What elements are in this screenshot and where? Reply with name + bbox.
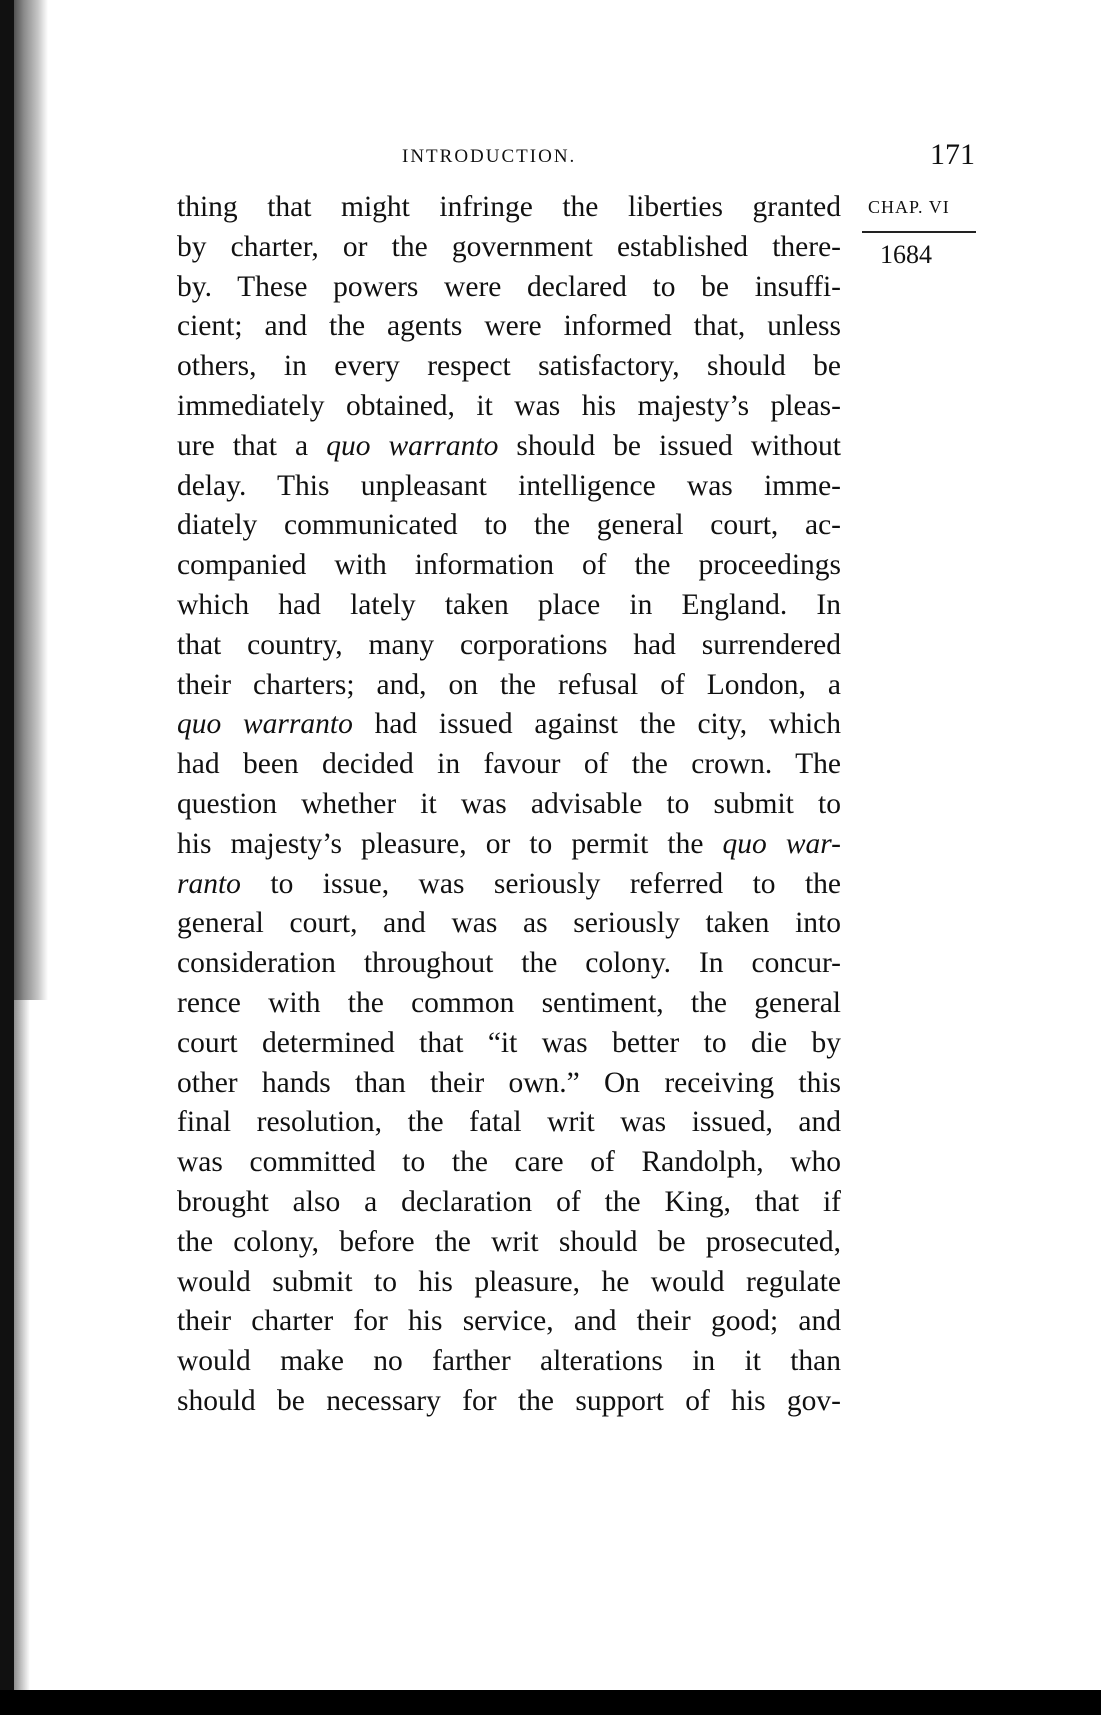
text-segment: thing that might infringe the liberties granted	[177, 191, 841, 223]
text-line	[177, 1263, 841, 1303]
text-segment: general court, and was as seriously taken into	[177, 907, 841, 940]
margin-note-divider	[862, 231, 976, 233]
text-line	[177, 1183, 841, 1223]
italic-phrase: ranto	[177, 867, 241, 900]
text-segment: rence with the common sentiment, the general	[177, 986, 841, 1019]
text-segment: diately communicated to the general court, ac-	[177, 509, 841, 542]
italic-phrase: quo warranto	[326, 429, 499, 462]
text-line	[177, 626, 841, 666]
text-segment: by charter, or the government established there-	[177, 230, 841, 263]
italic-phrase: quo warranto	[177, 708, 353, 741]
text-line	[177, 865, 841, 905]
text-line	[177, 467, 841, 507]
text-segment: his majesty’s pleasure, or to permit the	[177, 827, 723, 860]
text-line	[177, 825, 841, 865]
text-line	[177, 188, 841, 228]
text-line	[177, 1302, 841, 1342]
text-segment: their charter for his service, and their good; and	[177, 1305, 841, 1338]
text-segment: final resolution, the fatal writ was issued, and	[177, 1106, 841, 1139]
text-line	[177, 586, 841, 626]
text-segment: question whether it was advisable to submit to	[177, 787, 841, 820]
text-segment: by. These powers were declared to be insuffi-	[177, 270, 841, 303]
text-segment: others, in every respect satisfactory, should be	[177, 350, 841, 383]
text-line	[177, 506, 841, 546]
text-line	[177, 666, 841, 706]
text-line	[177, 1342, 841, 1382]
text-line	[177, 944, 841, 984]
book-gutter-shadow	[14, 0, 48, 1000]
text-line	[177, 705, 841, 745]
scan-bottom-edge	[0, 1690, 1101, 1715]
italic-phrase: quo war-	[722, 827, 842, 860]
text-line	[177, 984, 841, 1024]
running-title: INTRODUCTION.	[402, 146, 577, 167]
text-line	[177, 228, 841, 268]
text-line	[177, 904, 841, 944]
text-segment: that country, many corporations had surrendered	[177, 628, 841, 661]
text-segment: would submit to his pleasure, he would regulate	[177, 1265, 841, 1298]
text-line	[177, 546, 841, 586]
text-segment: companied with information of the proceedings	[177, 549, 841, 582]
margin-year-note: 1684	[880, 240, 932, 269]
text-segment: should be necessary for the support of his gov-	[177, 1384, 841, 1417]
text-segment: had issued against the city, which	[352, 708, 841, 741]
book-spine-shadow	[0, 0, 14, 1700]
text-segment: their charters; and, on the refusal of London, a	[177, 668, 841, 701]
text-segment: the colony, before the writ should be prosecuted,	[177, 1225, 841, 1258]
text-segment: was committed to the care of Randolph, who	[177, 1146, 841, 1179]
text-line	[177, 1103, 841, 1143]
text-line	[177, 1024, 841, 1064]
text-segment: cient; and the agents were informed that, unless	[177, 310, 841, 343]
text-line	[177, 387, 841, 427]
text-segment: other hands than their own.” On receiving this	[177, 1066, 841, 1099]
text-line	[177, 1143, 841, 1183]
text-segment: court determined that “it was better to die by	[177, 1026, 841, 1059]
text-line	[177, 1223, 841, 1263]
page-number: 171	[930, 138, 975, 171]
text-line	[177, 785, 841, 825]
text-segment: which had lately taken place in England. In	[177, 588, 841, 621]
text-segment: consideration throughout the colony. In concur-	[177, 947, 841, 980]
text-segment: delay. This unpleasant intelligence was imme-	[177, 469, 841, 502]
text-line	[177, 347, 841, 387]
text-segment: brought also a declaration of the King, that if	[177, 1185, 841, 1218]
text-segment: had been decided in favour of the crown. The	[177, 748, 841, 781]
text-segment: should be issued without	[498, 429, 841, 462]
text-line	[177, 1382, 841, 1422]
body-text	[177, 188, 841, 1422]
text-line	[177, 268, 841, 308]
text-line	[177, 1064, 841, 1104]
book-gutter-shadow-lower	[14, 1000, 30, 1700]
text-line	[177, 745, 841, 785]
text-line	[177, 307, 841, 347]
text-segment: ure that a	[177, 429, 327, 462]
text-segment: would make no farther alterations in it than	[177, 1345, 841, 1378]
text-segment: to issue, was seriously referred to the	[240, 867, 841, 900]
text-line	[177, 427, 841, 467]
margin-chapter-note: CHAP. VI	[868, 197, 950, 217]
text-segment: immediately obtained, it was his majesty’s pleas-	[177, 389, 841, 422]
